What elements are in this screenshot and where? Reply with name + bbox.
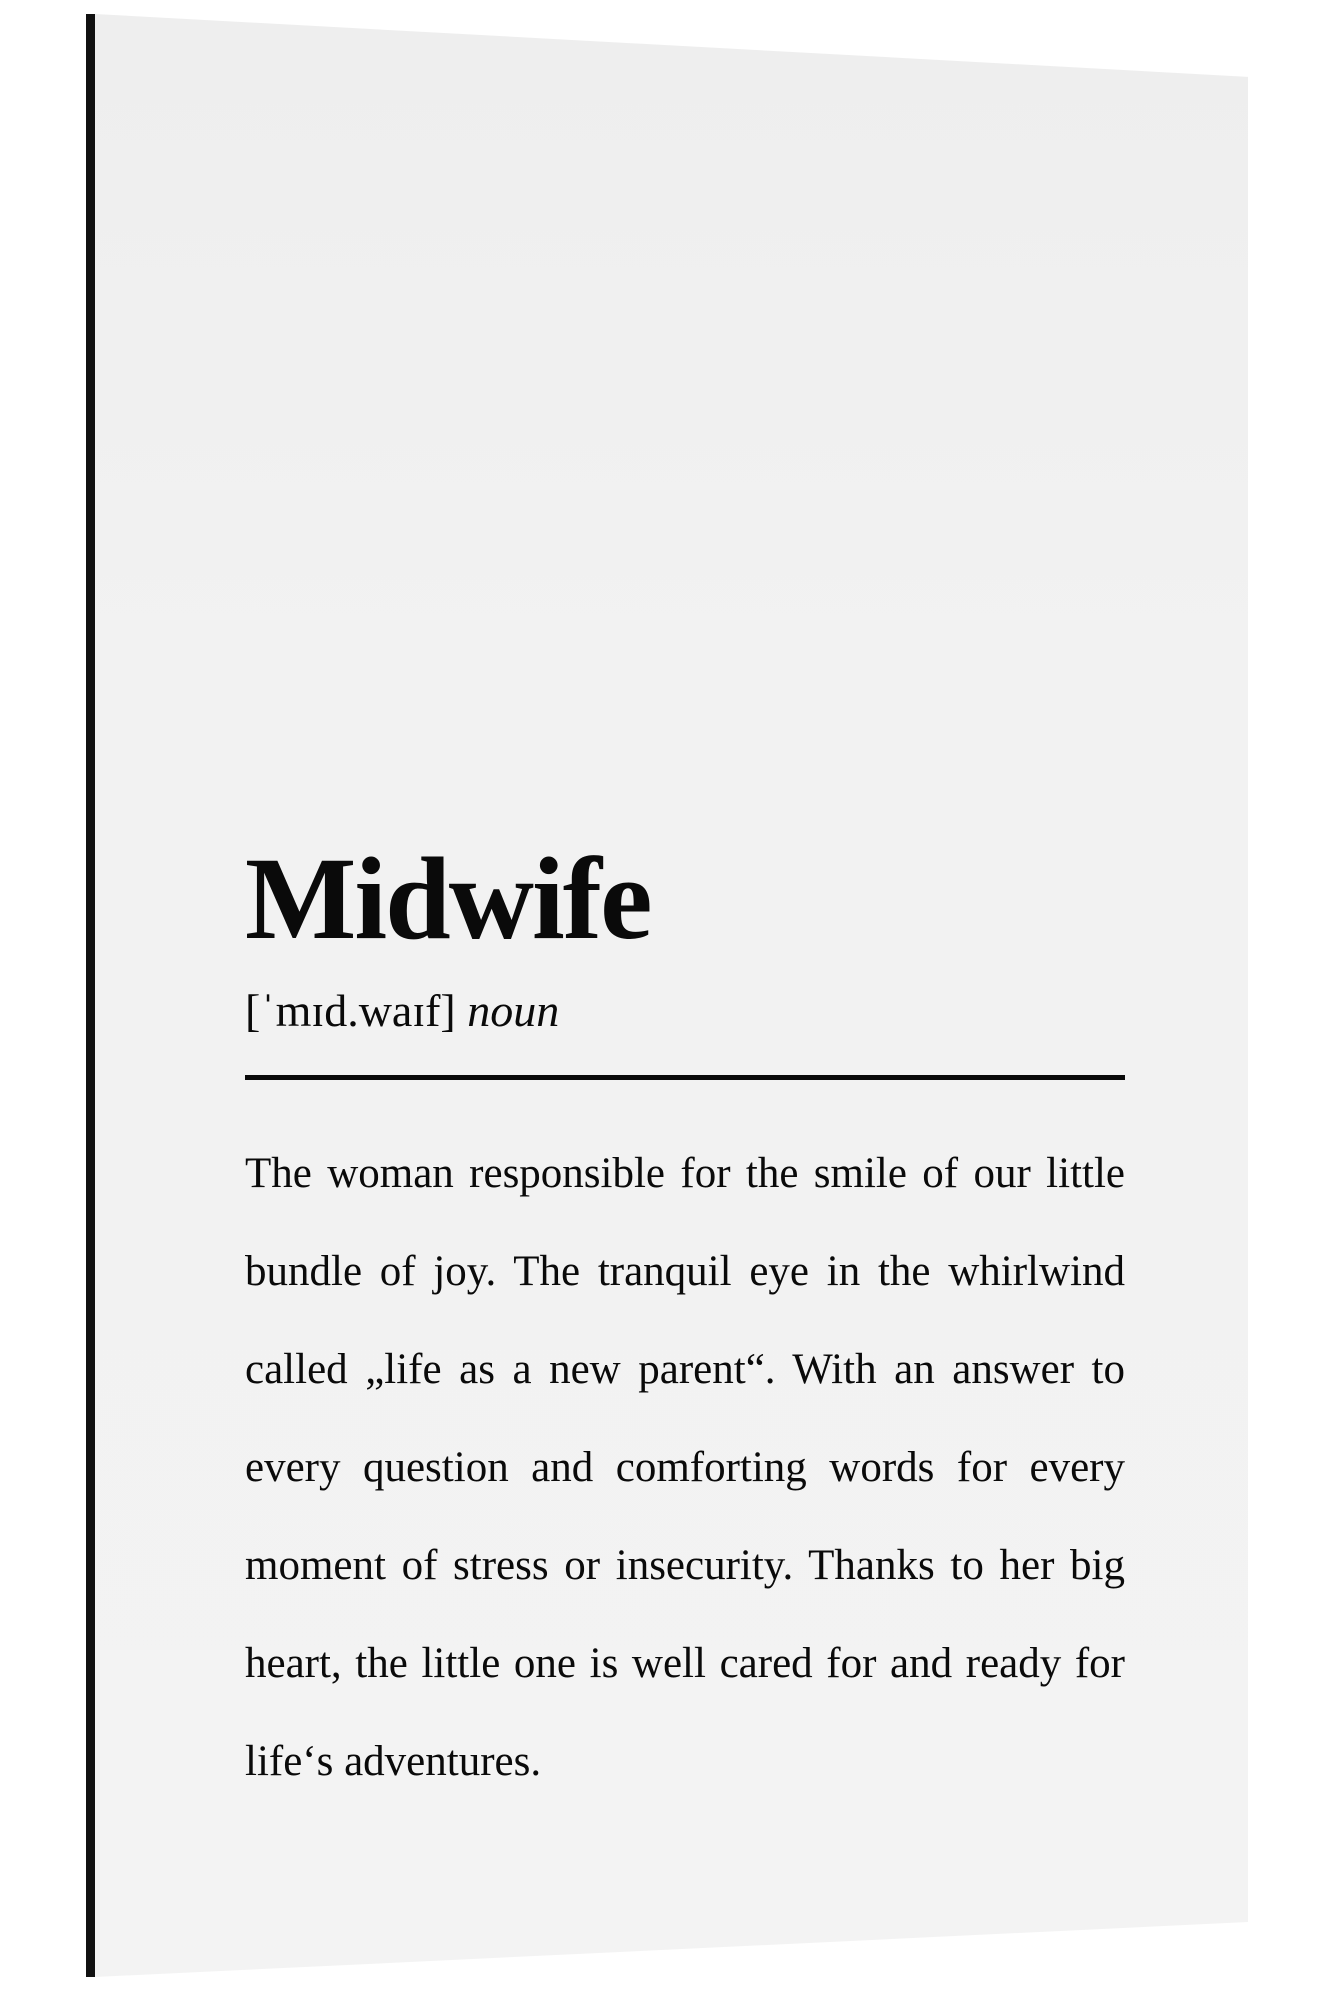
panel-side-edge <box>86 14 95 1977</box>
divider-rule <box>245 1075 1125 1080</box>
headword: Midwife <box>245 833 651 964</box>
pronunciation-line <box>245 986 1125 1037</box>
part-of-speech: noun <box>467 985 560 1036</box>
definition-content <box>245 833 1125 1854</box>
pronunciation: [ˈmɪd.waɪf] <box>245 985 456 1036</box>
definition-text: The woman responsible for the smile of our little bundle of joy. The tranquil eye in the whirlwind called „life as a new parent“. With an answer to every question and comforting words for every moment of stress or insecurity. Thanks to her big heart, the little one is well cared for and ready for life‘s adventures. <box>245 1149 1125 1785</box>
